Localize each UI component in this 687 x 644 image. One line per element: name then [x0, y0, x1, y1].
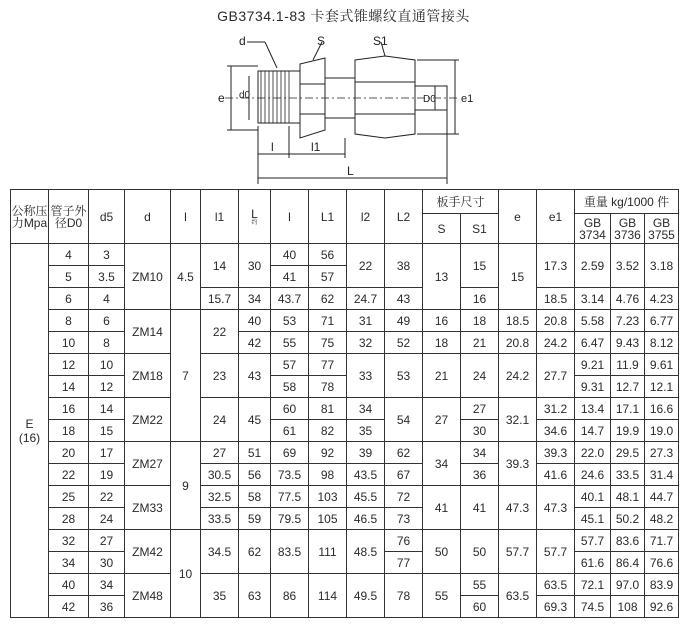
cell-L1: 105	[309, 508, 347, 530]
cell-l1: 35	[201, 574, 239, 618]
cell-L1: 57	[309, 266, 347, 288]
cell-L1: 114	[309, 574, 347, 618]
cell-d0: 18	[49, 420, 89, 442]
cell-w-gb3734: 3.14	[575, 288, 611, 310]
label-d0: d0	[239, 90, 251, 101]
cell-d5: 3.5	[89, 266, 125, 288]
cell-e1: 41.6	[537, 464, 575, 486]
cell-w-gb3755: 71.7	[645, 530, 679, 552]
cell-w-gb3736: 3.52	[611, 244, 645, 288]
cell-w-gb3734: 22.0	[575, 442, 611, 464]
cell-w-gb3736: 108	[611, 596, 645, 618]
cell-d0: 14	[49, 376, 89, 398]
cell-d0: 28	[49, 508, 89, 530]
cell-d5: 22	[89, 486, 125, 508]
cell-s1: 30	[461, 420, 499, 442]
cell-w-gb3736: 48.1	[611, 486, 645, 508]
cell-w-gb3755: 44.7	[645, 486, 679, 508]
cell-s1: 41	[461, 486, 499, 530]
cell-l2: 39	[347, 442, 385, 464]
cell-d0: 6	[49, 288, 89, 310]
cell-e: 57.7	[499, 530, 537, 574]
cell-L: 42	[239, 332, 271, 354]
cell-d5: 15	[89, 420, 125, 442]
cell-s1: 21	[461, 332, 499, 354]
cell-w-gb3736: 7.23	[611, 310, 645, 332]
cell-l: 7	[171, 310, 201, 442]
cell-l1: 34.5	[201, 530, 239, 574]
cell-l2: 35	[347, 420, 385, 442]
label-l: l	[271, 140, 274, 154]
cell-e1: 17.3	[537, 244, 575, 288]
cell-l2: 49.5	[347, 574, 385, 618]
cell-l-total: 69	[271, 442, 309, 464]
cell-L2: 72	[385, 486, 423, 508]
cell-L1: 82	[309, 420, 347, 442]
cell-l2: 45.5	[347, 486, 385, 508]
label-d: d	[239, 34, 246, 48]
label-s: S	[317, 34, 326, 48]
cell-s: 34	[423, 442, 461, 486]
cell-l: 10	[171, 530, 201, 618]
cell-w-gb3734: 6.47	[575, 332, 611, 354]
cell-d5: 36	[89, 596, 125, 618]
cell-L1: 111	[309, 530, 347, 574]
cell-d: ZM27	[125, 442, 171, 486]
cell-L1: 103	[309, 486, 347, 508]
cell-d: ZM10	[125, 244, 171, 310]
cell-d5: 6	[89, 310, 125, 332]
cell-e1: 69.3	[537, 596, 575, 618]
cell-s: 55	[423, 574, 461, 618]
cell-L2: 76	[385, 530, 423, 552]
cell-w-gb3734: 74.5	[575, 596, 611, 618]
cell-d5: 10	[89, 354, 125, 376]
cell-l2: 43.5	[347, 464, 385, 486]
cell-s: 16	[423, 310, 461, 332]
cell-d5: 19	[89, 464, 125, 486]
cell-e: 20.8	[499, 332, 537, 354]
cell-l-total: 73.5	[271, 464, 309, 486]
cell-w-gb3755: 16.6	[645, 398, 679, 420]
cell-s: 27	[423, 398, 461, 442]
cell-w-gb3755: 48.2	[645, 508, 679, 530]
cell-L: 56	[239, 464, 271, 486]
cell-w-gb3734: 9.31	[575, 376, 611, 398]
cell-l2: 48.5	[347, 530, 385, 574]
cell-w-gb3734: 45.1	[575, 508, 611, 530]
cell-d5: 30	[89, 552, 125, 574]
cell-e1: 34.6	[537, 420, 575, 442]
header-s: S	[423, 214, 461, 244]
fitting-drawing	[185, 26, 485, 186]
cell-d: ZM48	[125, 574, 171, 618]
cell-l-total: 41	[271, 266, 309, 288]
cell-d0: 4	[49, 244, 89, 266]
cell-d0: 12	[49, 354, 89, 376]
cell-w-gb3736: 17.1	[611, 398, 645, 420]
page-title: GB3734.1-83 卡套式锥螺纹直通管接头	[217, 8, 470, 24]
cell-L1: 92	[309, 442, 347, 464]
cell-L2: 62	[385, 442, 423, 464]
cell-d: ZM18	[125, 354, 171, 398]
cell-s1: 24	[461, 354, 499, 398]
header-d: d	[125, 190, 171, 244]
cell-w-gb3734: 5.58	[575, 310, 611, 332]
cell-w-gb3755: 31.4	[645, 464, 679, 486]
cell-L1: 77	[309, 354, 347, 376]
header-l: l	[171, 190, 201, 244]
cell-w-gb3736: 11.9	[611, 354, 645, 376]
cell-l-total: 77.5	[271, 486, 309, 508]
label-dg: D0	[423, 94, 436, 105]
header-L-label: L	[251, 206, 258, 221]
cell-w-gb3736: 97.0	[611, 574, 645, 596]
cell-l-total: 43.7	[271, 288, 309, 310]
cell-s1: 18	[461, 310, 499, 332]
cell-e1: 47.3	[537, 486, 575, 530]
cell-l2: 32	[347, 332, 385, 354]
cell-d0: 10	[49, 332, 89, 354]
header-L-approx-note: 约	[251, 219, 258, 226]
thread-end-shape	[258, 71, 300, 123]
cell-L2: 53	[385, 354, 423, 398]
cell-L2: 54	[385, 398, 423, 442]
cell-L1: 75	[309, 332, 347, 354]
cell-L2: 43	[385, 288, 423, 310]
cell-e1: 63.5	[537, 574, 575, 596]
cell-d: ZM22	[125, 398, 171, 442]
cell-w-gb3755: 6.77	[645, 310, 679, 332]
cell-s: 50	[423, 530, 461, 574]
cell-s1: 60	[461, 596, 499, 618]
cell-L1: 81	[309, 398, 347, 420]
cell-L2: 49	[385, 310, 423, 332]
cell-d5: 34	[89, 574, 125, 596]
cell-l2: 34	[347, 398, 385, 420]
label-s1: S1	[373, 34, 388, 48]
cell-d0: 42	[49, 596, 89, 618]
cell-e1: 24.2	[537, 332, 575, 354]
cell-w-gb3755: 92.6	[645, 596, 679, 618]
cell-e: 18.5	[499, 310, 537, 332]
cell-w-gb3736: 4.76	[611, 288, 645, 310]
cell-w-gb3734: 24.6	[575, 464, 611, 486]
cell-L: 58	[239, 486, 271, 508]
cell-d5: 3	[89, 244, 125, 266]
cell-l1: 30.5	[201, 464, 239, 486]
cell-w-gb3755: 83.9	[645, 574, 679, 596]
cell-e1: 18.5	[537, 288, 575, 310]
cell-w-gb3734: 14.7	[575, 420, 611, 442]
cell-l-total: 60	[271, 398, 309, 420]
cell-w-gb3736: 9.43	[611, 332, 645, 354]
cell-w-gb3736: 29.5	[611, 442, 645, 464]
cell-s1: 34	[461, 442, 499, 464]
cell-d5: 27	[89, 530, 125, 552]
header-L2: L2	[385, 190, 423, 244]
header-gb3736: GB 3736	[611, 214, 645, 244]
cell-e: 47.3	[499, 486, 537, 530]
cell-d5: 24	[89, 508, 125, 530]
cell-w-gb3734: 2.59	[575, 244, 611, 288]
header-l-total: l	[271, 190, 309, 244]
cell-d0: 20	[49, 442, 89, 464]
cell-d0: 16	[49, 398, 89, 420]
header-gb3734: GB 3734	[575, 214, 611, 244]
label-e: e	[218, 91, 225, 105]
cell-e1: 31.2	[537, 398, 575, 420]
cell-l: 4.5	[171, 244, 201, 310]
cell-w-gb3736: 19.9	[611, 420, 645, 442]
cell-L: 62	[239, 530, 271, 574]
cell-w-gb3755: 27.3	[645, 442, 679, 464]
cell-l1: 23	[201, 354, 239, 398]
cell-L1: 71	[309, 310, 347, 332]
cell-L2: 77	[385, 552, 423, 574]
cell-l2: 46.5	[347, 508, 385, 530]
pressure-grade: E	[25, 416, 34, 431]
cell-L: 34	[239, 288, 271, 310]
cell-l2: 33	[347, 354, 385, 398]
label-l1: l1	[311, 140, 321, 154]
cell-l1: 27	[201, 442, 239, 464]
cell-s: 13	[423, 244, 461, 310]
cell-l-total: 83.5	[271, 530, 309, 574]
header-s1: S1	[461, 214, 499, 244]
header-d5: d5	[89, 190, 125, 244]
cell-w-gb3736: 86.4	[611, 552, 645, 574]
header-L1: L1	[309, 190, 347, 244]
cell-l-total: 53	[271, 310, 309, 332]
cell-d0: 25	[49, 486, 89, 508]
cell-d5: 14	[89, 398, 125, 420]
cell-s1: 55	[461, 574, 499, 596]
cell-l: 9	[171, 442, 201, 530]
cell-l2: 22	[347, 244, 385, 288]
cell-L: 59	[239, 508, 271, 530]
cell-l1: 33.5	[201, 508, 239, 530]
header-e1: e1	[537, 190, 575, 244]
cell-d0: 34	[49, 552, 89, 574]
cell-l1: 24	[201, 398, 239, 442]
cell-d: ZM33	[125, 486, 171, 530]
cell-e1: 20.8	[537, 310, 575, 332]
cell-l1: 32.5	[201, 486, 239, 508]
cell-l-total: 55	[271, 332, 309, 354]
cell-w-gb3755: 19.0	[645, 420, 679, 442]
cell-L2: 78	[385, 574, 423, 618]
cell-w-gb3755: 3.18	[645, 244, 679, 288]
cell-L: 30	[239, 244, 271, 288]
cell-L: 51	[239, 442, 271, 464]
cell-w-gb3734: 72.1	[575, 574, 611, 596]
cell-L2: 67	[385, 464, 423, 486]
cell-w-gb3734: 57.7	[575, 530, 611, 552]
cell-L1: 62	[309, 288, 347, 310]
cell-L2: 38	[385, 244, 423, 288]
cell-d5: 4	[89, 288, 125, 310]
cell-L2: 52	[385, 332, 423, 354]
cell-w-gb3736: 12.7	[611, 376, 645, 398]
header-d0: 管子外径D0	[49, 190, 89, 244]
cell-s1: 15	[461, 244, 499, 288]
cell-e: 63.5	[499, 574, 537, 618]
cell-L: 40	[239, 310, 271, 332]
cell-e1: 27.7	[537, 354, 575, 398]
cell-l1: 22	[201, 310, 239, 354]
cell-l2: 31	[347, 310, 385, 332]
cell-d: ZM14	[125, 310, 171, 354]
cell-L1: 78	[309, 376, 347, 398]
pressure-cell	[11, 244, 49, 618]
cell-s1: 50	[461, 530, 499, 574]
cell-d0: 5	[49, 266, 89, 288]
spec-table	[10, 189, 679, 618]
cell-w-gb3755: 76.6	[645, 552, 679, 574]
header-weight: 重量 kg/1000 件	[575, 190, 679, 214]
cell-w-gb3736: 83.6	[611, 530, 645, 552]
cell-w-gb3734: 13.4	[575, 398, 611, 420]
header-wrench: 板手尺寸	[423, 190, 499, 214]
cell-w-gb3755: 4.23	[645, 288, 679, 310]
cell-w-gb3734: 40.1	[575, 486, 611, 508]
cell-l1: 15.7	[201, 288, 239, 310]
cell-d0: 32	[49, 530, 89, 552]
cell-e: 32.1	[499, 398, 537, 442]
cell-L1: 56	[309, 244, 347, 266]
cell-e: 15	[499, 244, 537, 310]
cell-l-total: 61	[271, 420, 309, 442]
cell-w-gb3736: 33.5	[611, 464, 645, 486]
cell-L2: 73	[385, 508, 423, 530]
cell-d0: 8	[49, 310, 89, 332]
cell-w-gb3734: 9.21	[575, 354, 611, 376]
cell-d0: 22	[49, 464, 89, 486]
cell-l-total: 57	[271, 354, 309, 376]
hex-s1-shape	[355, 56, 415, 138]
header-pressure: 公称压力Mpa	[11, 190, 49, 244]
pressure-value: (16)	[18, 430, 41, 445]
cell-s: 21	[423, 354, 461, 398]
cell-l-total: 79.5	[271, 508, 309, 530]
label-e1: e1	[461, 93, 474, 105]
cell-s1: 36	[461, 464, 499, 486]
cell-L: 43	[239, 354, 271, 398]
cell-l-total: 86	[271, 574, 309, 618]
cell-d5: 8	[89, 332, 125, 354]
cell-e1: 57.7	[537, 530, 575, 574]
label-L: L	[347, 164, 354, 178]
cell-e: 39.3	[499, 442, 537, 486]
cell-d0: 40	[49, 574, 89, 596]
header-L-approx	[239, 190, 271, 244]
cell-L: 45	[239, 398, 271, 442]
cell-w-gb3755: 12.1	[645, 376, 679, 398]
header-l2: l2	[347, 190, 385, 244]
cell-e: 24.2	[499, 354, 537, 398]
header-gb3755: GB 3755	[645, 214, 679, 244]
cell-w-gb3736: 50.2	[611, 508, 645, 530]
cell-l-total: 58	[271, 376, 309, 398]
cell-l2: 24.7	[347, 288, 385, 310]
cell-s1: 27	[461, 398, 499, 420]
cell-L1: 98	[309, 464, 347, 486]
cell-w-gb3755: 8.12	[645, 332, 679, 354]
cell-s: 41	[423, 486, 461, 530]
cell-s1: 16	[461, 288, 499, 310]
cell-l-total: 40	[271, 244, 309, 266]
cell-L: 63	[239, 574, 271, 618]
cell-s: 18	[423, 332, 461, 354]
cell-l1: 14	[201, 244, 239, 288]
cell-d5: 17	[89, 442, 125, 464]
header-e: e	[499, 190, 537, 244]
cell-w-gb3734: 61.6	[575, 552, 611, 574]
cell-d5: 12	[89, 376, 125, 398]
cell-w-gb3755: 9.61	[645, 354, 679, 376]
cell-e1: 39.3	[537, 442, 575, 464]
header-l1: l1	[201, 190, 239, 244]
cell-d: ZM42	[125, 530, 171, 574]
